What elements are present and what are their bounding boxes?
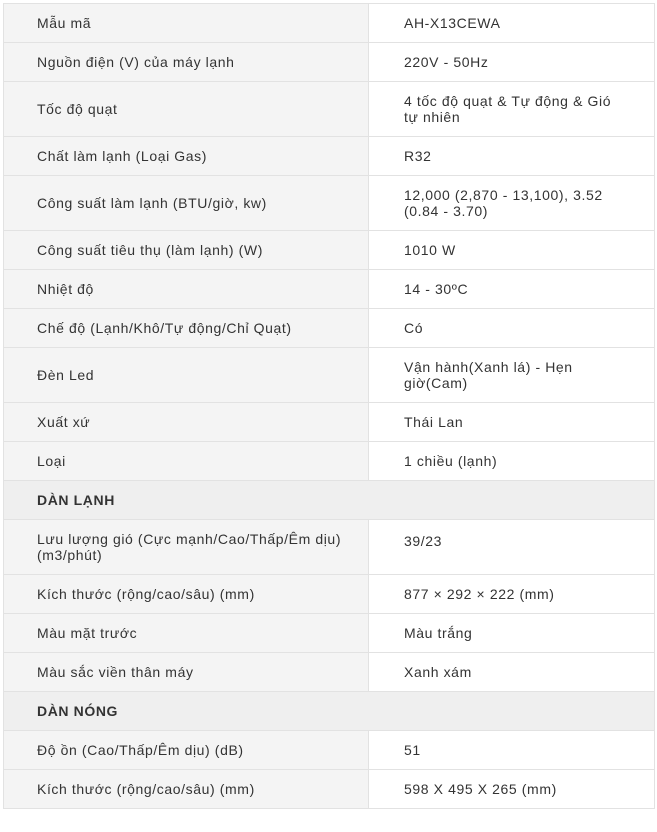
spec-label: Lưu lượng gió (Cực mạnh/Cao/Thấp/Êm dịu) (m3/phút)	[4, 520, 369, 575]
table-row	[4, 4, 655, 43]
table-row	[4, 614, 655, 653]
spec-table	[3, 3, 655, 809]
spec-label: Nguồn điện (V) của máy lạnh	[4, 43, 369, 82]
spec-label: Chế độ (Lạnh/Khô/Tự động/Chỉ Quạt)	[4, 309, 369, 348]
spec-value: 12,000 (2,870 - 13,100), 3.52 (0.84 - 3.70)	[369, 176, 655, 231]
section-title: DÀN NÓNG	[4, 692, 655, 731]
table-row	[4, 309, 655, 348]
table-row	[4, 137, 655, 176]
spec-value: 14 - 30ºC	[369, 270, 655, 309]
spec-value: Xanh xám	[369, 653, 655, 692]
table-row	[4, 770, 655, 809]
spec-label: Tốc độ quạt	[4, 82, 369, 137]
spec-value: 598 X 495 X 265 (mm)	[369, 770, 655, 809]
table-row	[4, 442, 655, 481]
spec-value: 51	[369, 731, 655, 770]
table-row	[4, 520, 655, 575]
table-row	[4, 653, 655, 692]
spec-label: Công suất tiêu thụ (làm lạnh) (W)	[4, 231, 369, 270]
table-row	[4, 731, 655, 770]
section-header-outdoor	[4, 692, 655, 731]
spec-label: Xuất xứ	[4, 403, 369, 442]
spec-value: Thái Lan	[369, 403, 655, 442]
spec-label: Độ ồn (Cao/Thấp/Êm dịu) (dB)	[4, 731, 369, 770]
spec-value: R32	[369, 137, 655, 176]
spec-label: Công suất làm lạnh (BTU/giờ, kw)	[4, 176, 369, 231]
table-row	[4, 575, 655, 614]
spec-value: AH-X13CEWA	[369, 4, 655, 43]
spec-value: 1010 W	[369, 231, 655, 270]
spec-label: Đèn Led	[4, 348, 369, 403]
spec-label: Kích thước (rộng/cao/sâu) (mm)	[4, 770, 369, 809]
spec-value: 1 chiều (lạnh)	[369, 442, 655, 481]
spec-value: Có	[369, 309, 655, 348]
table-row	[4, 82, 655, 137]
spec-label: Màu mặt trước	[4, 614, 369, 653]
table-row	[4, 176, 655, 231]
table-row	[4, 403, 655, 442]
spec-label: Nhiệt độ	[4, 270, 369, 309]
spec-value: 220V - 50Hz	[369, 43, 655, 82]
spec-label: Kích thước (rộng/cao/sâu) (mm)	[4, 575, 369, 614]
spec-label: Loại	[4, 442, 369, 481]
spec-value: Vận hành(Xanh lá) - Hẹn giờ(Cam)	[369, 348, 655, 403]
spec-value: 39/23	[369, 520, 655, 575]
section-title: DÀN LẠNH	[4, 481, 655, 520]
table-row	[4, 270, 655, 309]
spec-value: 4 tốc độ quạt & Tự động & Gió tự nhiên	[369, 82, 655, 137]
table-row	[4, 43, 655, 82]
section-header-indoor	[4, 481, 655, 520]
spec-value: Màu trắng	[369, 614, 655, 653]
spec-label: Màu sắc viền thân máy	[4, 653, 369, 692]
spec-value: 877 × 292 × 222 (mm)	[369, 575, 655, 614]
table-row	[4, 231, 655, 270]
table-row	[4, 348, 655, 403]
spec-label: Chất làm lạnh (Loại Gas)	[4, 137, 369, 176]
spec-label: Mẫu mã	[4, 4, 369, 43]
